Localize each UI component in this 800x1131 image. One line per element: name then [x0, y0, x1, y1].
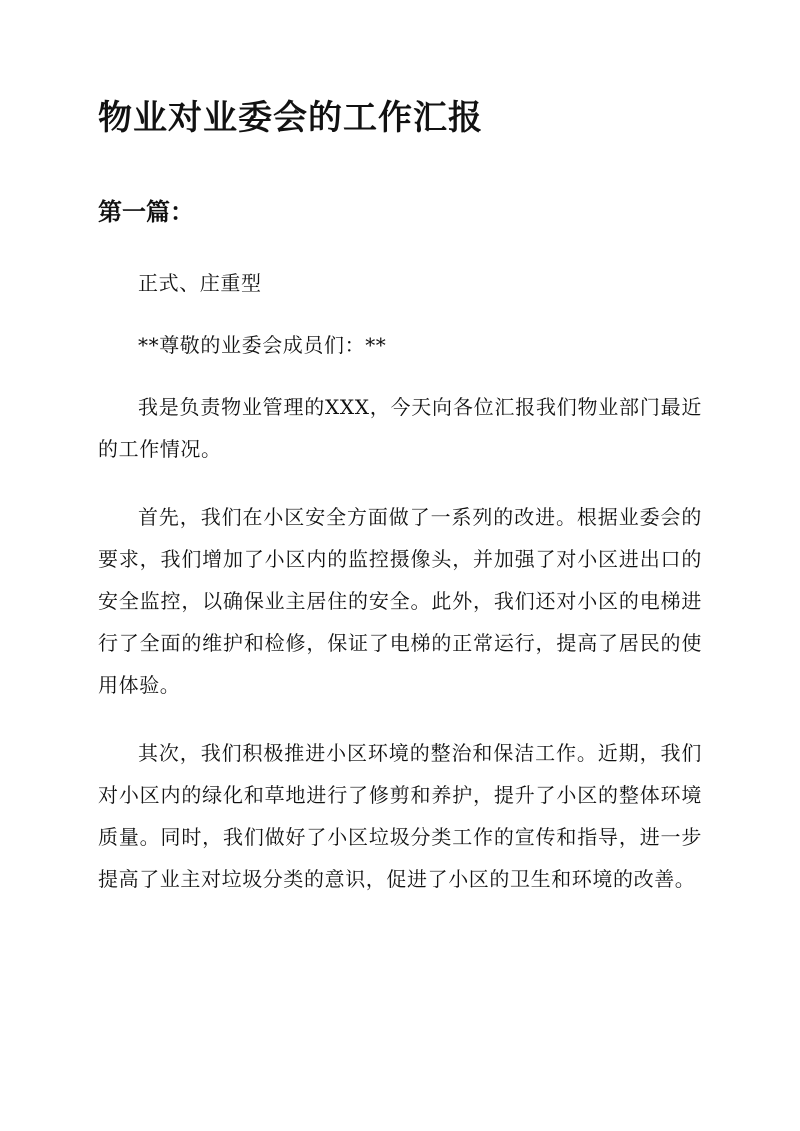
paragraph-style-note: 正式、庄重型	[138, 271, 262, 295]
section-heading: 第一篇：	[98, 197, 194, 226]
paragraph-introduction: 我是负责物业管理的XXX，今天向各位汇报我们物业部门最近的工作情况。	[98, 395, 702, 461]
document-body	[98, 262, 702, 926]
document-title: 物业对业委会的工作汇报	[98, 98, 483, 138]
paragraph-safety: 首先，我们在小区安全方面做了一系列的改进。根据业委会的要求，我们增加了小区内的监控摄像头，并加强了对小区进出口的安全监控，以确保业主居住的安全。此外，我们还对小区的电梯进行了全面的维护和检修，保证了电梯的正常运行，提高了居民的使用体验。	[98, 505, 702, 697]
paragraph-salutation: **尊敬的业委会成员们：**	[138, 333, 387, 357]
paragraph-environment: 其次，我们积极推进小区环境的整治和保洁工作。近期，我们对小区内的绿化和草地进行了修剪和养护，提升了小区的整体环境质量。同时，我们做好了小区垃圾分类工作的宣传和指导，进一步提高了业主对垃圾分类的意识，促进了小区的卫生和环境的改善。	[98, 741, 702, 891]
